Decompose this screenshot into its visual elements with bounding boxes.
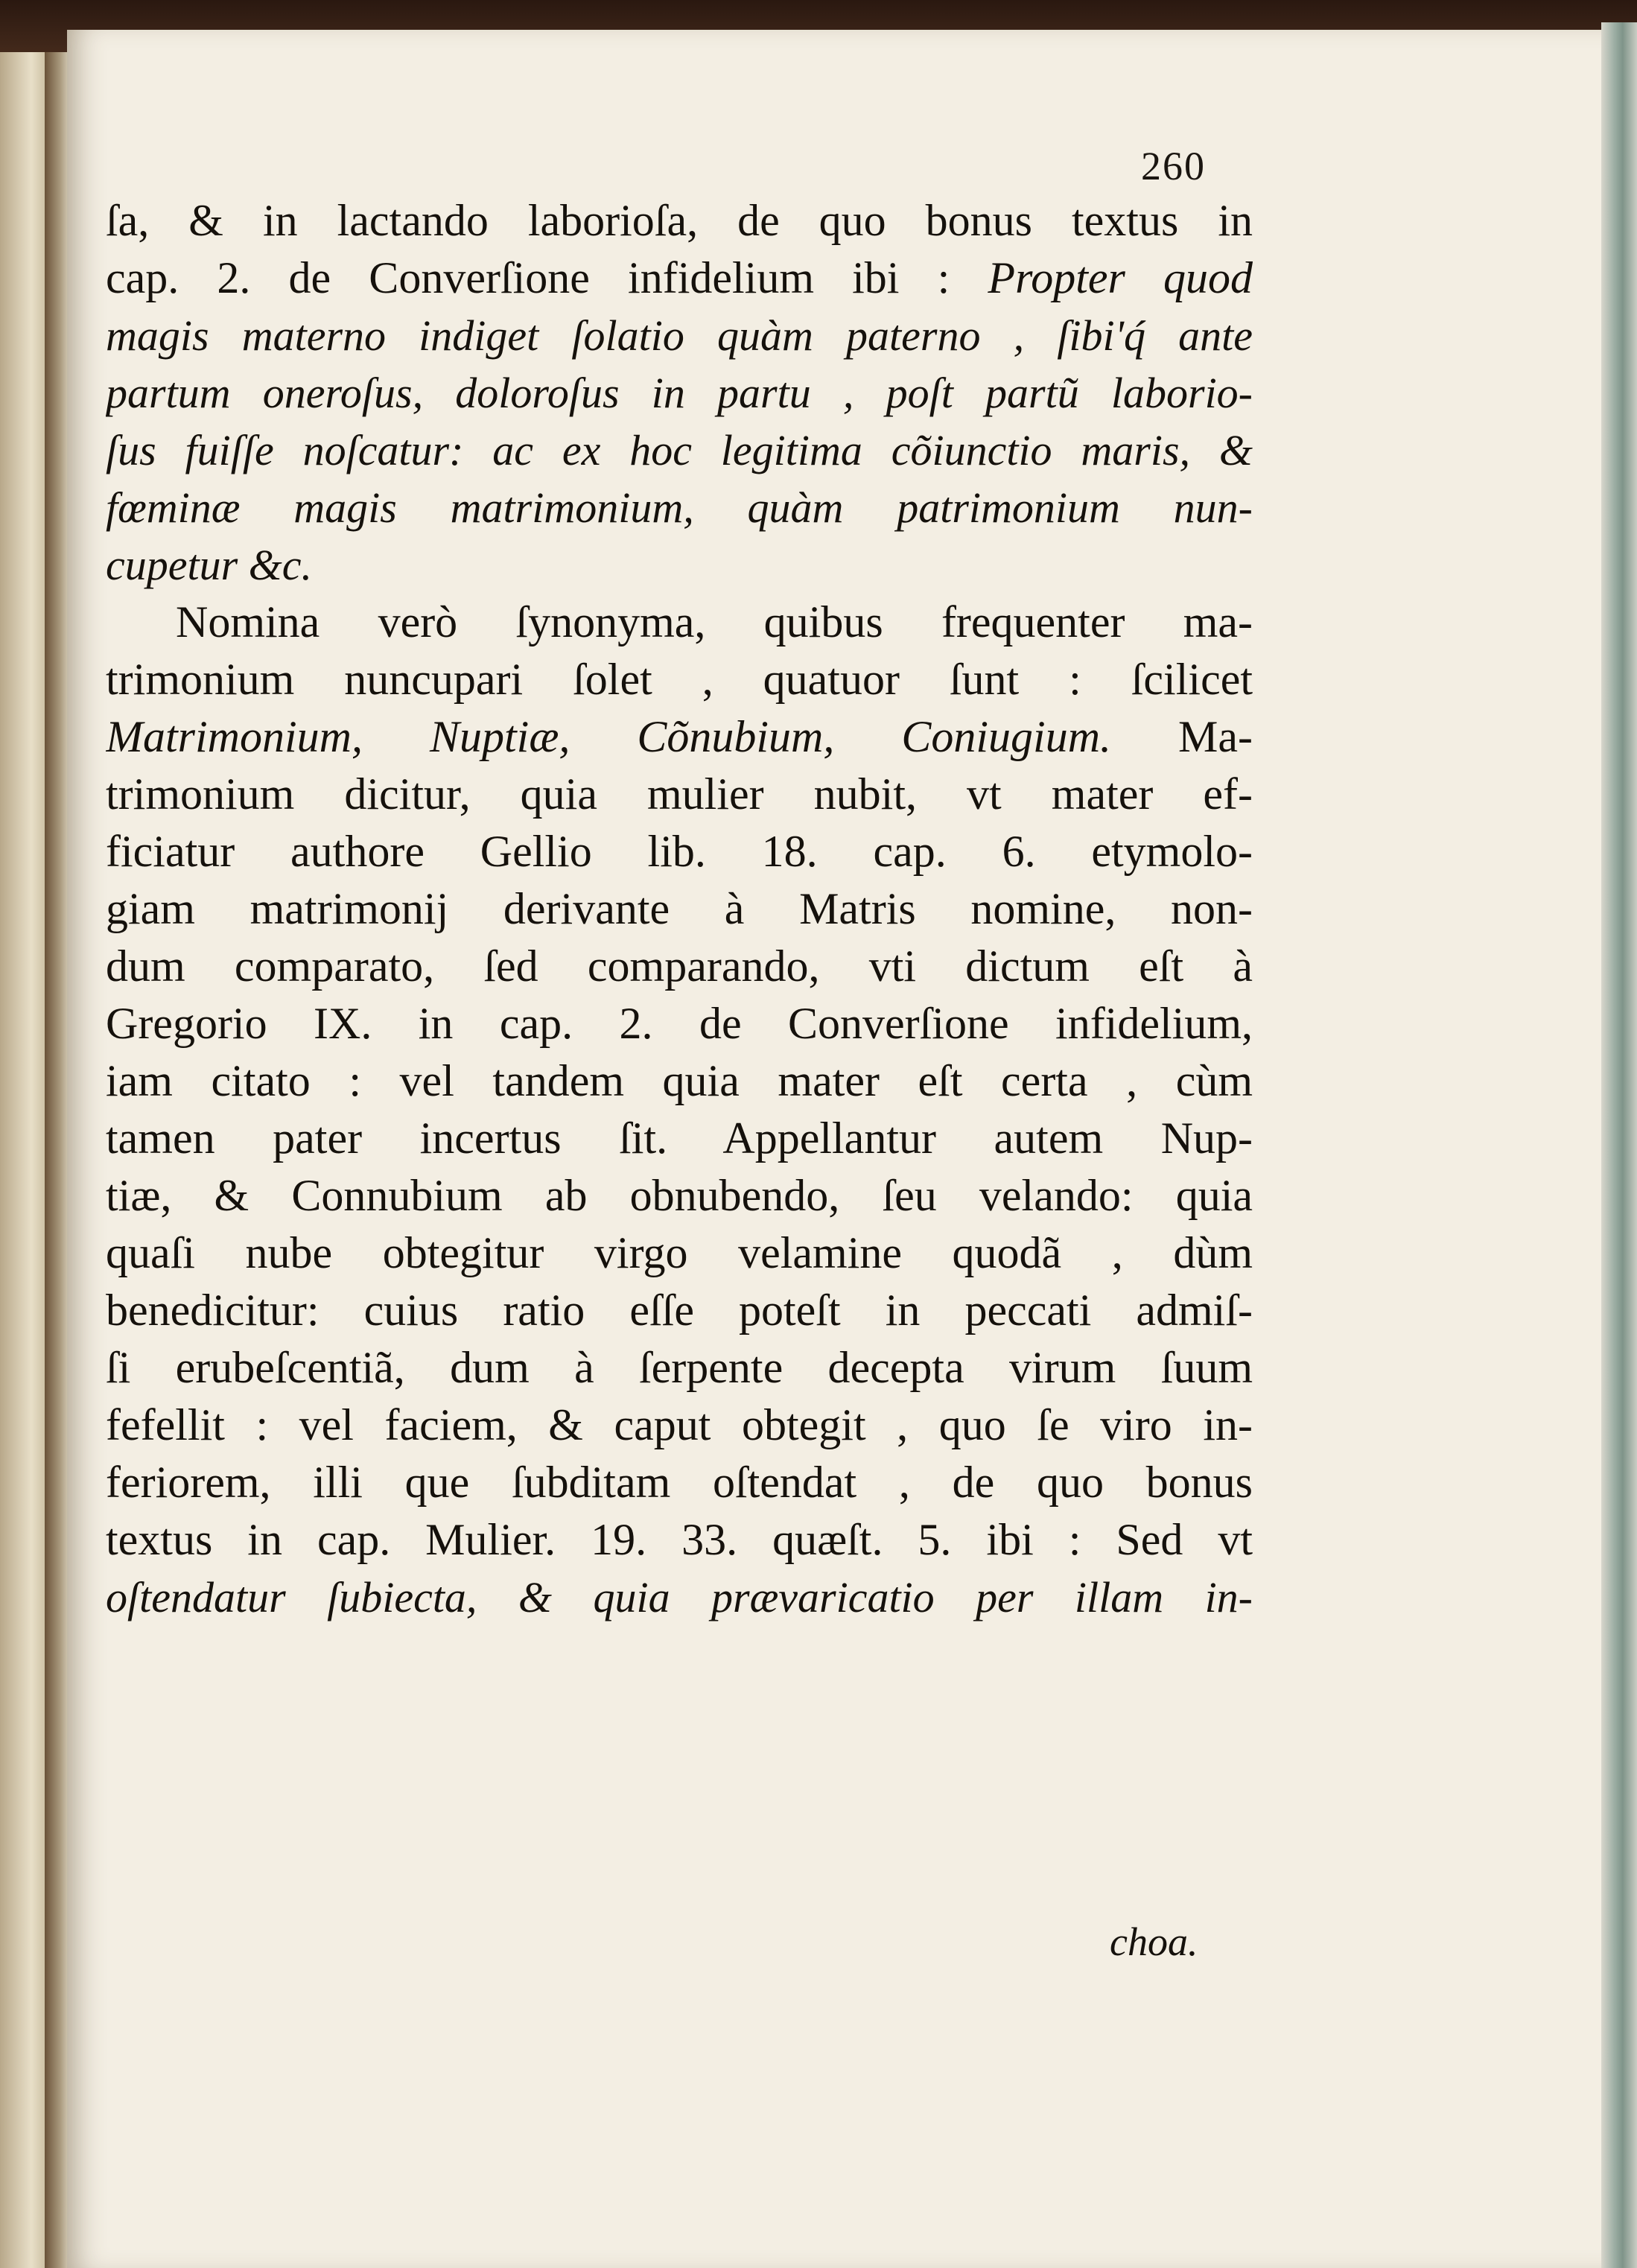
text-line: giam matrimonij derivante à Matris nomine, non- <box>106 884 1253 933</box>
text-line: partum oneroſus, doloroſus in partu , poſt partũ laborio- <box>106 369 1253 417</box>
page-number: 260 <box>1141 144 1206 188</box>
text-line: tamen pater incertus ſit. Appellantur autem Nup- <box>106 1114 1253 1163</box>
paragraph-start-line: Nomina verò ſynonyma, quibus frequenter ma- <box>176 597 1253 647</box>
text-line: fœminæ magis matrimonium, quàm patrimonium nun- <box>106 483 1253 532</box>
text-line: dum comparato, ſed comparando, vti dictum eſt à <box>106 941 1253 991</box>
text-line: oſtendatur ſubiecta, & quia prævaricatio per illam in- <box>106 1573 1253 1621</box>
text-line: Gregorio IX. in cap. 2. de Converſione infidelium, <box>106 999 1253 1048</box>
book-gutter <box>45 52 70 2268</box>
text-line: iam citato : vel tandem quia mater eſt certa , cùm <box>106 1056 1253 1105</box>
page-stack-edge <box>1601 22 1637 2268</box>
text-line: ficiatur authore Gellio lib. 18. cap. 6. etymolo- <box>106 827 1253 876</box>
text-line: ſi erubeſcentiã, dum à ſerpente decepta virum ſuum <box>106 1343 1253 1392</box>
previous-page-edge <box>0 52 45 2268</box>
text-line: ſus fuiſſe noſcatur: ac ex hoc legitima cõiunctio maris, & <box>106 426 1253 474</box>
text-line: Matrimonium, Nuptiæ, Cõnubium, Coniugium. Ma- <box>106 712 1253 761</box>
text-line: cap. 2. de Converſione infidelium ibi : Propter quod <box>106 253 1253 302</box>
text-line: tiæ, & Connubium ab obnubendo, ſeu velando: quia <box>106 1171 1253 1220</box>
catchword: choa. <box>1110 1919 1198 1964</box>
text-line: magis materno indiget ſolatio quàm paterno , ſibi'q́ ante <box>106 311 1253 360</box>
text-line: textus in cap. Mulier. 19. 33. quæſt. 5. ibi : Sed vt <box>106 1515 1253 1564</box>
text-line: benedicitur: cuius ratio eſſe poteſt in peccati admiſ- <box>106 1286 1253 1335</box>
text-line: ſa, & in lactando laborioſa, de quo bonus textus in <box>106 196 1253 245</box>
text-line: feriorem, illi que ſubditam oſtendat , de quo bonus <box>106 1458 1253 1507</box>
text-line: trimonium dicitur, quia mulier nubit, vt mater ef- <box>106 769 1253 819</box>
text-line: quaſi nube obtegitur virgo velamine quodã , dùm <box>106 1228 1253 1277</box>
text-line: cupetur &c. <box>106 541 313 589</box>
text-block <box>106 192 1253 1626</box>
text-line: fefellit : vel faciem, & caput obtegit , quo ſe viro in- <box>106 1400 1253 1449</box>
text-line: trimonium nuncupari ſolet , quatuor ſunt : ſcilicet <box>106 655 1253 704</box>
